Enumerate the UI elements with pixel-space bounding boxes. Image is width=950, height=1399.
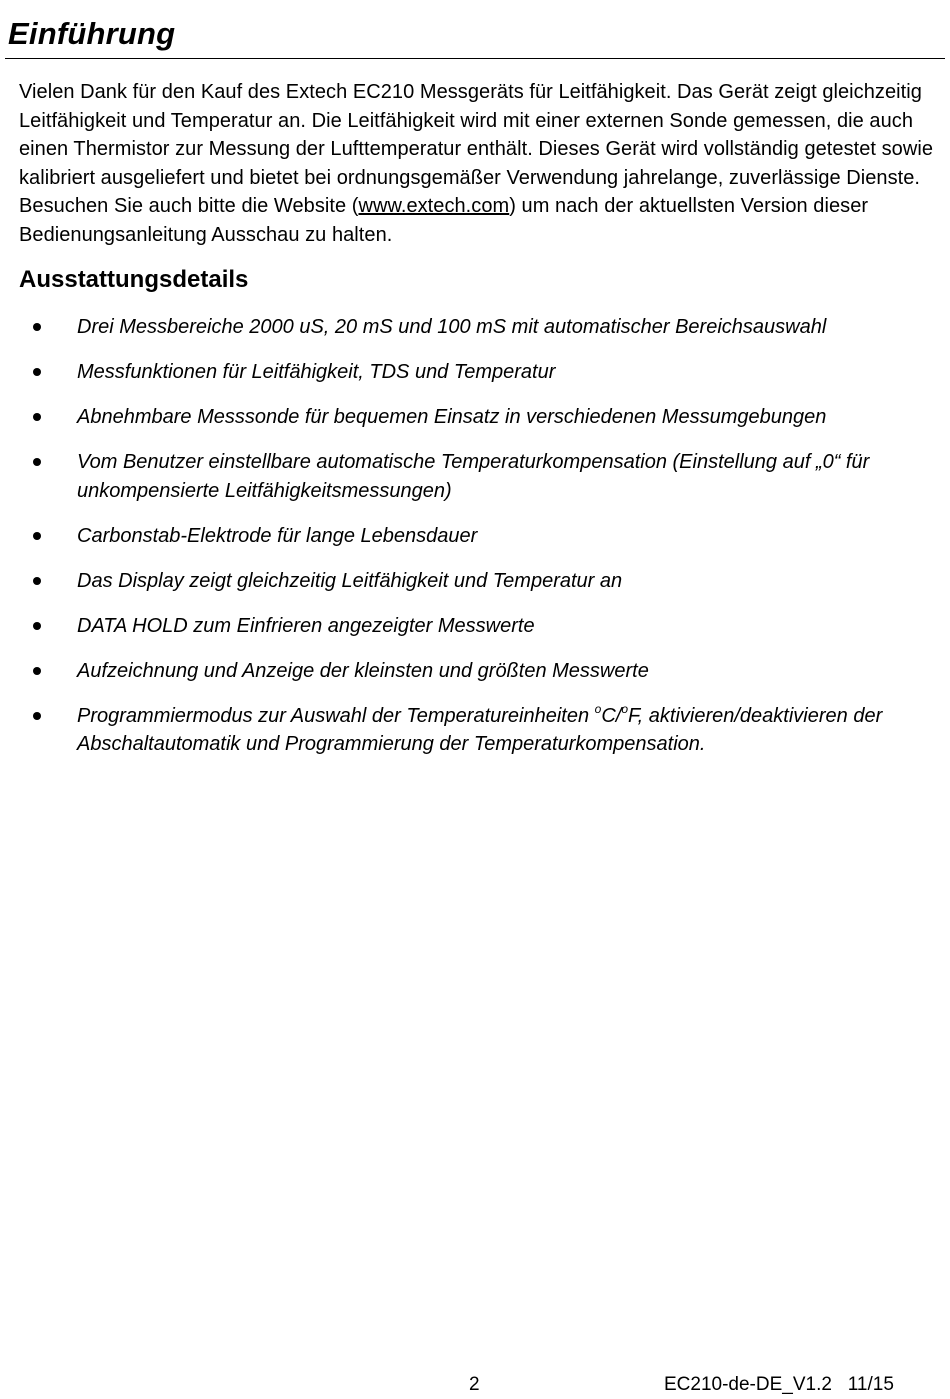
intro-text-end: ) um nach der aktuellsten Version dieser Bedienungsanleitung Ausschau zu halten. bbox=[19, 195, 869, 246]
bullet-icon bbox=[33, 368, 41, 376]
document-id: EC210-de-DE_V1.2 11/15 bbox=[664, 1374, 894, 1395]
feature-text: Messfunktionen für Leitfähigkeit, TDS und Temperatur bbox=[77, 361, 556, 383]
feature-text: Drei Messbereiche 2000 uS, 20 mS und 100 mS mit automatischer Bereichsauswahl bbox=[77, 316, 827, 338]
feature-text: Abnehmbare Messsonde für bequemen Einsatz in verschiedenen Messumgebungen bbox=[77, 406, 827, 428]
bullet-icon bbox=[33, 458, 41, 466]
feature-text-part: C/ bbox=[601, 704, 622, 727]
bullet-icon bbox=[33, 712, 41, 720]
bullet-icon bbox=[33, 323, 41, 331]
bullet-icon bbox=[33, 532, 41, 540]
website-link[interactable]: www.extech.com bbox=[358, 195, 510, 217]
bullet-icon bbox=[33, 413, 41, 421]
degree-superscript: o bbox=[594, 701, 602, 716]
feature-text: Das Display zeigt gleichzeitig Leitfähigkeit und Temperatur an bbox=[77, 569, 623, 592]
intro-text: Vielen Dank für den Kauf des Extech EC210 Messgeräts für Leitfähigkeit. Das Gerät zeigt gleichzeitig Leitfähigkeit und Temperatur an. Die Leitfähigkeit wird mit einer externen Sonde gemessen, die auch einen Thermistor zur Messung der Lufttemperatur enthält. Dieses Gerät wird vollständig getestet sowie kalibriert ausgeliefert und bietet bei ordnungsgemäßer Verwendung jahrelange, zuverlässige Dienste. Besuchen Sie auch bitte die Website ( bbox=[19, 81, 934, 217]
feature-text-part: Programmiermodus zur Auswahl der Temperatureinheiten bbox=[77, 704, 595, 727]
feature-list bbox=[0, 313, 950, 775]
title-divider bbox=[5, 58, 945, 59]
feature-text: Aufzeichnung und Anzeige der kleinsten und größten Messwerte bbox=[77, 659, 649, 682]
bullet-icon bbox=[33, 622, 41, 630]
feature-item bbox=[0, 403, 950, 432]
bullet-icon bbox=[33, 667, 41, 675]
feature-item bbox=[0, 702, 950, 759]
feature-item bbox=[0, 657, 950, 686]
feature-item bbox=[0, 448, 950, 505]
feature-item bbox=[0, 567, 950, 596]
feature-item bbox=[0, 313, 950, 342]
feature-item bbox=[0, 612, 950, 641]
features-heading: Ausstattungsdetails bbox=[19, 266, 249, 293]
page-title: Einführung bbox=[8, 16, 176, 51]
feature-text: DATA HOLD zum Einfrieren angezeigter Messwerte bbox=[77, 614, 535, 637]
bullet-icon bbox=[33, 577, 41, 585]
degree-superscript: o bbox=[621, 701, 629, 716]
page-number: 2 bbox=[469, 1374, 480, 1395]
feature-item bbox=[0, 358, 950, 387]
feature-text-part: F, aktivieren/deaktivieren der Abschaltautomatik und Programmierung der Temperaturkompensation. bbox=[77, 704, 883, 755]
feature-text: Vom Benutzer einstellbare automatische Temperaturkompensation (Einstellung auf „0“ für unkompensierte Leitfähigkeitsmessungen) bbox=[77, 451, 870, 502]
feature-text: Carbonstab-Elektrode für lange Lebensdauer bbox=[77, 524, 478, 547]
intro-paragraph bbox=[19, 78, 947, 249]
feature-item bbox=[0, 522, 950, 551]
